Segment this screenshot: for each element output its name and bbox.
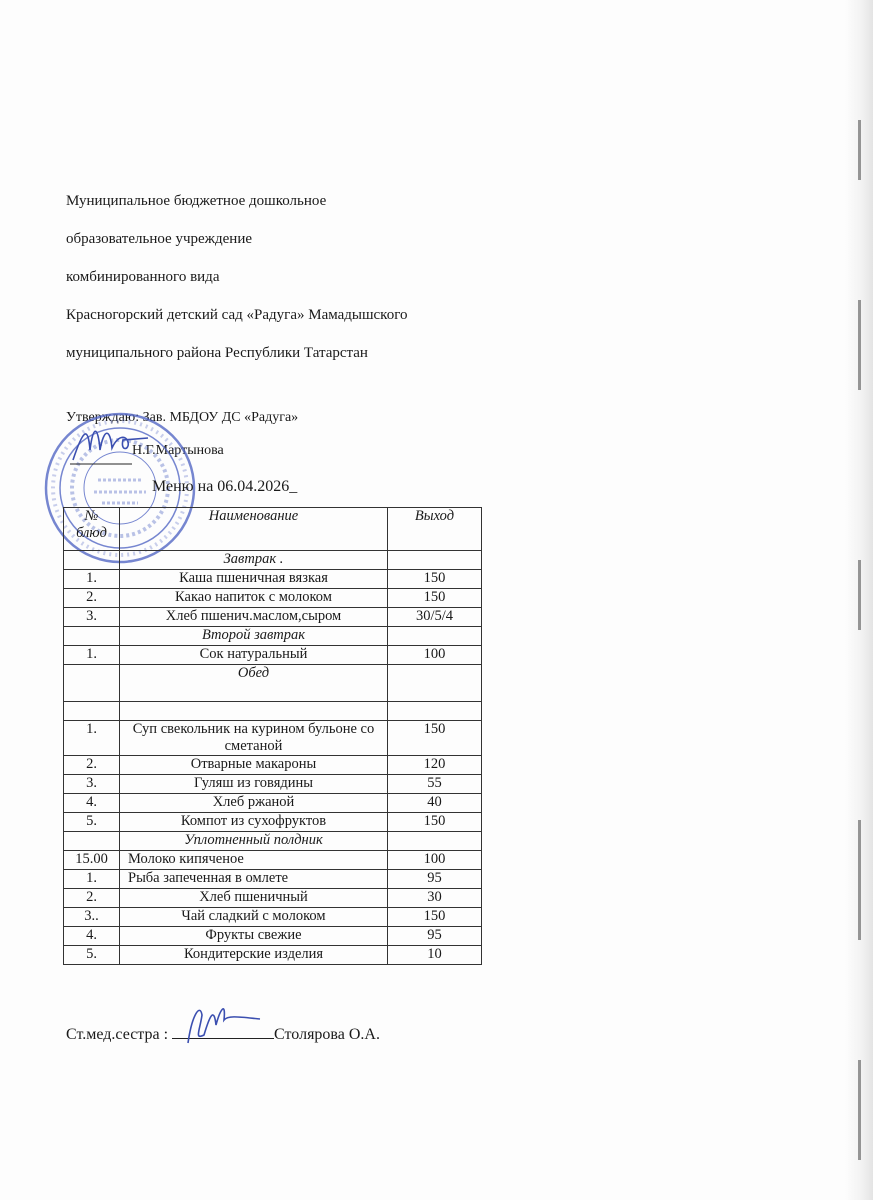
dish-output: 10 xyxy=(388,946,482,965)
table-header-row xyxy=(64,508,482,551)
dish-number: 1. xyxy=(64,646,120,665)
dish-name: Какао напиток с молоком xyxy=(120,589,388,608)
dish-number: 1. xyxy=(64,721,120,756)
dish-output: 150 xyxy=(388,908,482,927)
empty-cell xyxy=(64,627,120,646)
section-title: Завтрак . xyxy=(120,551,388,570)
dish-output: 120 xyxy=(388,756,482,775)
dish-name: Сок натуральный xyxy=(120,646,388,665)
table-row xyxy=(64,927,482,946)
dish-name: Хлеб пшенич.маслом,сыром xyxy=(120,608,388,627)
dish-output: 150 xyxy=(388,589,482,608)
dish-output: 150 xyxy=(388,570,482,589)
dish-number: 2. xyxy=(64,756,120,775)
approval-signatory: Н.Г.Мартынова xyxy=(132,443,224,458)
dish-number: 3.. xyxy=(64,908,120,927)
dish-number: 5. xyxy=(64,946,120,965)
empty-cell xyxy=(388,665,482,702)
table-row xyxy=(64,813,482,832)
dish-name: Хлеб ржаной xyxy=(120,794,388,813)
dish-number: 2. xyxy=(64,889,120,908)
dish-output: 150 xyxy=(388,721,482,756)
scan-edge xyxy=(845,0,873,1200)
section-title: Второй завтрак xyxy=(120,627,388,646)
empty-cell xyxy=(388,627,482,646)
dish-output: 100 xyxy=(388,851,482,870)
dish-output: 100 xyxy=(388,646,482,665)
empty-cell xyxy=(120,702,388,721)
dish-name: Хлеб пшеничный xyxy=(120,889,388,908)
empty-cell xyxy=(388,702,482,721)
section-title: Уплотненный полдник xyxy=(120,832,388,851)
dish-number: 5. xyxy=(64,813,120,832)
dish-number: 15.00 xyxy=(64,851,120,870)
dish-output: 30/5/4 xyxy=(388,608,482,627)
dish-name: Фрукты свежие xyxy=(120,927,388,946)
menu-title: Меню на 06.04.2026_ xyxy=(152,478,298,495)
dish-output: 95 xyxy=(388,870,482,889)
nurse-signature xyxy=(180,995,270,1055)
org-line-5: муниципального района Республики Татарстан xyxy=(66,345,368,361)
empty-cell xyxy=(388,832,482,851)
table-row xyxy=(64,721,482,756)
org-line-2: образовательное учреждение xyxy=(66,231,253,247)
footer-name: Столярова О.А. xyxy=(274,1026,380,1043)
director-signature xyxy=(68,420,158,470)
section-row xyxy=(64,551,482,570)
dish-name: Суп свекольник на курином бульоне со сметаной xyxy=(120,721,388,756)
menu-table xyxy=(63,507,482,965)
table-row xyxy=(64,589,482,608)
header-name: Наименование xyxy=(120,508,388,551)
dish-name: Компот из сухофруктов xyxy=(120,813,388,832)
dish-number: 3. xyxy=(64,608,120,627)
table-row xyxy=(64,608,482,627)
dish-output: 150 xyxy=(388,813,482,832)
org-line-3: комбинированного вида xyxy=(66,269,220,285)
empty-cell xyxy=(64,702,120,721)
dish-number: 1. xyxy=(64,870,120,889)
empty-cell xyxy=(64,832,120,851)
dish-number: 1. xyxy=(64,570,120,589)
dish-output: 40 xyxy=(388,794,482,813)
table-row xyxy=(64,794,482,813)
dish-output: 30 xyxy=(388,889,482,908)
table-row xyxy=(64,570,482,589)
table-row xyxy=(64,775,482,794)
table-body xyxy=(64,551,482,965)
table-row xyxy=(64,851,482,870)
dish-name: Отварные макароны xyxy=(120,756,388,775)
table-row xyxy=(64,889,482,908)
approval-line: Утверждаю: Зав. МБДОУ ДС «Радуга» xyxy=(66,410,299,425)
empty-cell xyxy=(64,551,120,570)
header-num: № блюд xyxy=(64,508,120,551)
section-row xyxy=(64,665,482,702)
table-row xyxy=(64,756,482,775)
section-row xyxy=(64,627,482,646)
section-row xyxy=(64,832,482,851)
dish-name: Чай сладкий с молоком xyxy=(120,908,388,927)
table-row xyxy=(64,870,482,889)
dish-number: 2. xyxy=(64,589,120,608)
empty-row xyxy=(64,702,482,721)
empty-cell xyxy=(64,665,120,702)
dish-name: Молоко кипяченое xyxy=(120,851,388,870)
dish-name: Кондитерские изделия xyxy=(120,946,388,965)
org-line-4: Красногорский детский сад «Радуга» Мамадышского xyxy=(66,307,408,323)
dish-number: 4. xyxy=(64,927,120,946)
empty-cell xyxy=(388,551,482,570)
dish-name: Рыба запеченная в омлете xyxy=(120,870,388,889)
dish-output: 95 xyxy=(388,927,482,946)
footer-role: Ст.мед.сестра : xyxy=(66,1026,169,1043)
section-title: Обед xyxy=(120,665,388,702)
dish-number: 3. xyxy=(64,775,120,794)
dish-number: 4. xyxy=(64,794,120,813)
header-output: Выход xyxy=(388,508,482,551)
dish-output: 55 xyxy=(388,775,482,794)
table-row xyxy=(64,946,482,965)
table-row xyxy=(64,646,482,665)
dish-name: Гуляш из говядины xyxy=(120,775,388,794)
table-row xyxy=(64,908,482,927)
org-line-1: Муниципальное бюджетное дошкольное xyxy=(66,193,327,209)
dish-name: Каша пшеничная вязкая xyxy=(120,570,388,589)
